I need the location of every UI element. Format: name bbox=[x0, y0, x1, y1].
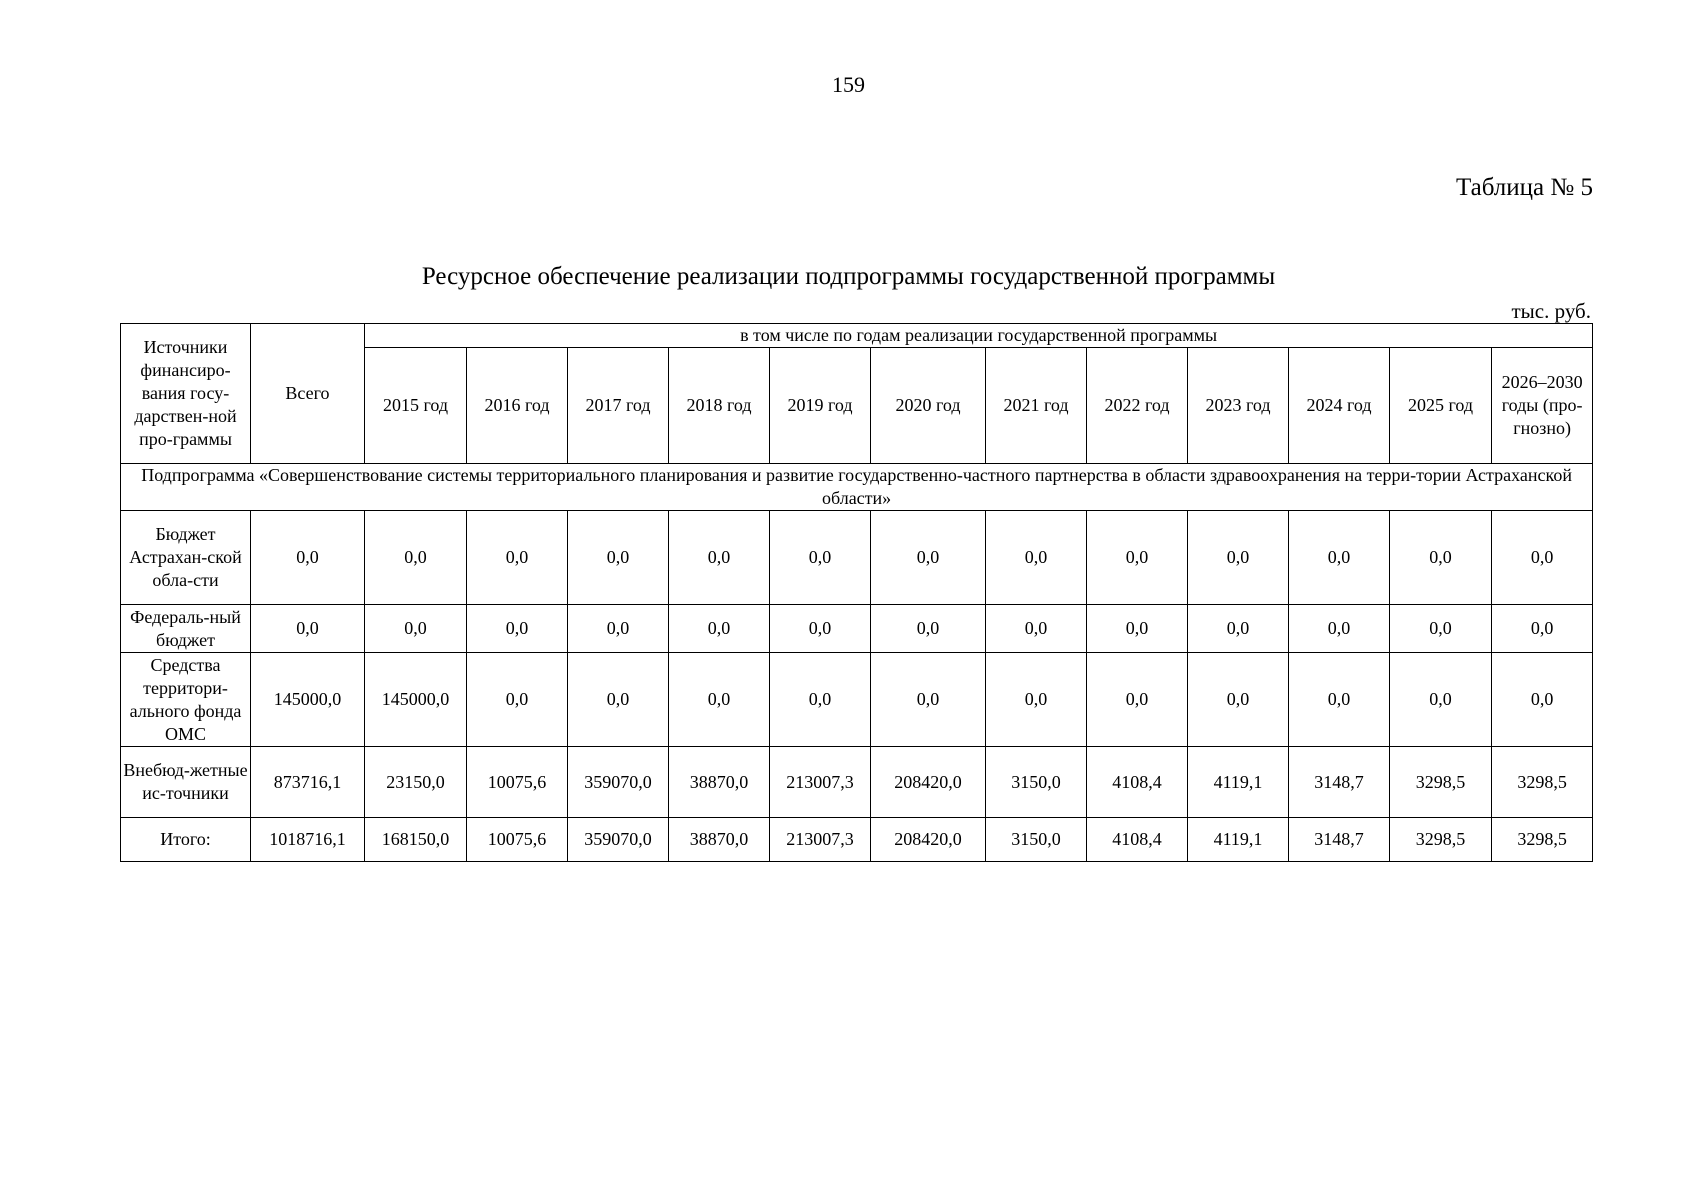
year-header-cell: 2018 год bbox=[669, 348, 770, 464]
total-cell: 1018716,1 bbox=[251, 818, 365, 862]
year-header-cell: 2019 год bbox=[770, 348, 871, 464]
value-cell: 0,0 bbox=[871, 653, 986, 747]
total-cell: 0,0 bbox=[251, 511, 365, 605]
source-cell: Бюджет Астрахан-ской обла-сти bbox=[121, 511, 251, 605]
value-cell: 0,0 bbox=[871, 511, 986, 605]
years-group-header-cell: в том числе по годам реализации государственной программы bbox=[365, 324, 1593, 348]
value-cell: 0,0 bbox=[986, 511, 1087, 605]
total-cell: 145000,0 bbox=[251, 653, 365, 747]
value-cell: 3298,5 bbox=[1492, 818, 1593, 862]
table-row bbox=[121, 747, 1593, 818]
value-cell: 0,0 bbox=[1087, 511, 1188, 605]
value-cell: 0,0 bbox=[770, 605, 871, 653]
value-cell: 0,0 bbox=[467, 653, 568, 747]
value-cell: 3298,5 bbox=[1390, 747, 1492, 818]
table-row bbox=[121, 511, 1593, 605]
value-cell: 0,0 bbox=[568, 605, 669, 653]
value-cell: 3298,5 bbox=[1492, 747, 1593, 818]
value-cell: 10075,6 bbox=[467, 818, 568, 862]
value-cell: 145000,0 bbox=[365, 653, 467, 747]
value-cell: 0,0 bbox=[871, 605, 986, 653]
value-cell: 0,0 bbox=[365, 605, 467, 653]
value-cell: 4119,1 bbox=[1188, 747, 1289, 818]
year-header-cell: 2017 год bbox=[568, 348, 669, 464]
value-cell: 0,0 bbox=[1390, 653, 1492, 747]
value-cell: 208420,0 bbox=[871, 747, 986, 818]
subprogram-cell: Подпрограмма «Совершенствование системы территориального планирования и развитие государственно-частного партнерства в области здравоохранения на терри-тории Астраханской области» bbox=[121, 464, 1593, 511]
value-cell: 4108,4 bbox=[1087, 747, 1188, 818]
value-cell: 38870,0 bbox=[669, 747, 770, 818]
value-cell: 3150,0 bbox=[986, 818, 1087, 862]
total-cell: 0,0 bbox=[251, 605, 365, 653]
value-cell: 0,0 bbox=[1390, 511, 1492, 605]
value-cell: 4108,4 bbox=[1087, 818, 1188, 862]
value-cell: 0,0 bbox=[467, 605, 568, 653]
year-header-cell: 2020 год bbox=[871, 348, 986, 464]
year-header-cell: 2015 год bbox=[365, 348, 467, 464]
value-cell: 38870,0 bbox=[669, 818, 770, 862]
unit-label: тыс. руб. bbox=[1511, 299, 1591, 323]
value-cell: 3148,7 bbox=[1289, 818, 1390, 862]
resources-table bbox=[120, 323, 1593, 862]
source-cell: Средства территори-ального фонда ОМС bbox=[121, 653, 251, 747]
value-cell: 3298,5 bbox=[1390, 818, 1492, 862]
table-row bbox=[121, 605, 1593, 653]
value-cell: 0,0 bbox=[986, 605, 1087, 653]
subprogram-row bbox=[121, 464, 1593, 511]
year-header-cell: 2024 год bbox=[1289, 348, 1390, 464]
value-cell: 359070,0 bbox=[568, 747, 669, 818]
value-cell: 0,0 bbox=[1289, 653, 1390, 747]
year-header-cell: 2016 год bbox=[467, 348, 568, 464]
value-cell: 0,0 bbox=[1188, 605, 1289, 653]
value-cell: 0,0 bbox=[568, 653, 669, 747]
total-cell: 873716,1 bbox=[251, 747, 365, 818]
value-cell: 0,0 bbox=[669, 605, 770, 653]
value-cell: 0,0 bbox=[467, 511, 568, 605]
value-cell: 3150,0 bbox=[986, 747, 1087, 818]
value-cell: 0,0 bbox=[986, 653, 1087, 747]
source-header-cell: Источники финансиро-вания госу-дарствен-ной про-граммы bbox=[121, 324, 251, 464]
value-cell: 0,0 bbox=[1289, 605, 1390, 653]
value-cell: 10075,6 bbox=[467, 747, 568, 818]
document-title: Ресурсное обеспечение реализации подпрограммы государственной программы bbox=[421, 263, 1276, 290]
value-cell: 4119,1 bbox=[1188, 818, 1289, 862]
value-cell: 0,0 bbox=[568, 511, 669, 605]
value-cell: 0,0 bbox=[1087, 605, 1188, 653]
year-header-cell: 2023 год bbox=[1188, 348, 1289, 464]
value-cell: 0,0 bbox=[669, 511, 770, 605]
value-cell: 0,0 bbox=[1390, 605, 1492, 653]
value-cell: 0,0 bbox=[1492, 511, 1593, 605]
value-cell: 0,0 bbox=[1188, 653, 1289, 747]
value-cell: 23150,0 bbox=[365, 747, 467, 818]
value-cell: 0,0 bbox=[1492, 605, 1593, 653]
value-cell: 213007,3 bbox=[770, 747, 871, 818]
value-cell: 0,0 bbox=[770, 511, 871, 605]
table-label: Таблица № 5 bbox=[1455, 174, 1593, 201]
source-cell: Внебюд-жетные ис-точники bbox=[121, 747, 251, 818]
value-cell: 0,0 bbox=[365, 511, 467, 605]
total-header-cell: Всего bbox=[251, 324, 365, 464]
total-row bbox=[121, 818, 1593, 862]
value-cell: 0,0 bbox=[1087, 653, 1188, 747]
year-header-cell: 2022 год bbox=[1087, 348, 1188, 464]
value-cell: 208420,0 bbox=[871, 818, 986, 862]
source-cell: Итого: bbox=[121, 818, 251, 862]
value-cell: 0,0 bbox=[770, 653, 871, 747]
year-header-cell: 2025 год bbox=[1390, 348, 1492, 464]
value-cell: 168150,0 bbox=[365, 818, 467, 862]
value-cell: 0,0 bbox=[1492, 653, 1593, 747]
value-cell: 0,0 bbox=[669, 653, 770, 747]
value-cell: 0,0 bbox=[1188, 511, 1289, 605]
table-row bbox=[121, 653, 1593, 747]
value-cell: 0,0 bbox=[1289, 511, 1390, 605]
year-header-cell: 2021 год bbox=[986, 348, 1087, 464]
page-number: 159 bbox=[832, 72, 865, 97]
value-cell: 359070,0 bbox=[568, 818, 669, 862]
value-cell: 213007,3 bbox=[770, 818, 871, 862]
year-header-cell: 2026–2030 годы (про-гнозно) bbox=[1492, 348, 1593, 464]
source-cell: Федераль-ный бюджет bbox=[121, 605, 251, 653]
header-row-group bbox=[121, 324, 1593, 348]
value-cell: 3148,7 bbox=[1289, 747, 1390, 818]
